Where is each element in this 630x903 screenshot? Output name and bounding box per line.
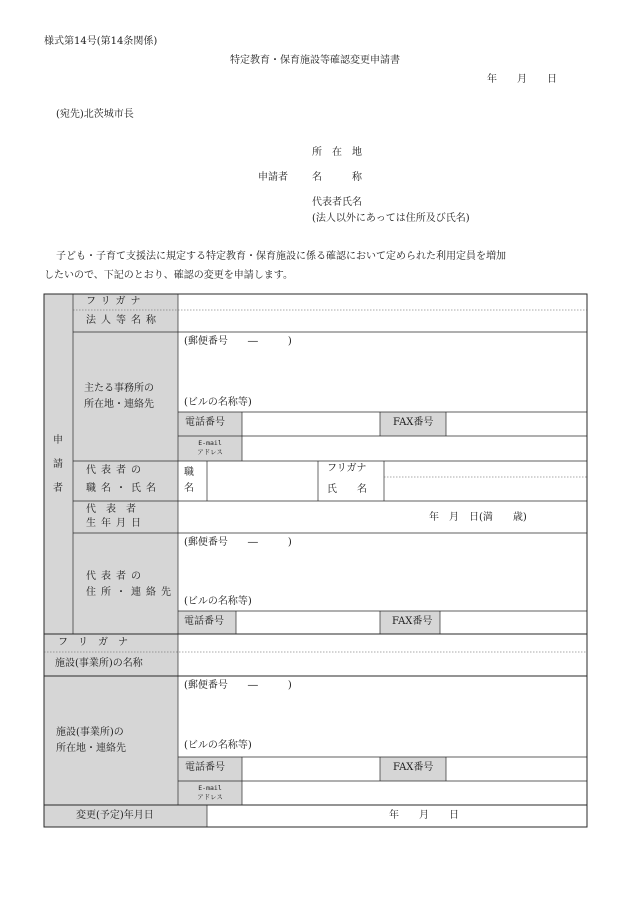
rep-postal: (郵便番号 ― ): [184, 537, 292, 548]
facility-phone-label: 電話番号: [185, 762, 225, 773]
rep-title-label-2: 職名・氏名: [86, 483, 161, 494]
facility-name-label: 施設(事業所)の名称: [55, 658, 143, 669]
office-label-2: 所在地・連絡先: [84, 399, 154, 410]
office-label-1: 主たる事務所の: [84, 383, 154, 394]
side-label-1: 申: [53, 435, 63, 446]
rep-fax-label: FAX番号: [392, 616, 433, 627]
facility-fax-label: FAX番号: [393, 762, 434, 773]
label-bg-facility-loc: [44, 676, 178, 805]
furigana-label: フリガナ: [86, 296, 146, 307]
office-email-label-2: アドレス: [197, 448, 223, 456]
facility-location-label-2: 所在地・連絡先: [56, 743, 126, 754]
facility-postal: (郵便番号 ― ): [184, 680, 292, 691]
side-label-3: 者: [53, 483, 63, 494]
form-number: 様式第14号(第14条関係): [44, 36, 158, 47]
office-fax-label: FAX番号: [393, 417, 434, 428]
label-bg-rep-addr: [73, 533, 178, 634]
facility-location-label-1: 施設(事業所)の: [56, 727, 124, 738]
office-building: (ビルの名称等): [184, 397, 252, 408]
rep-furigana-label: フリガナ: [327, 463, 367, 474]
addressee: (宛先)北茨城市長: [56, 109, 134, 120]
office-email-label-1: E-mail: [198, 439, 222, 447]
submission-date: 年 月 日: [487, 74, 557, 85]
change-date-value: 年 月 日: [389, 810, 459, 821]
rep-building: (ビルの名称等): [184, 596, 252, 607]
rep-phone-label: 電話番号: [184, 616, 224, 627]
body-text-line-1: 子ども・子育て支援法に規定する特定教育・保育施設に係る確認において定められた利用定員を増加: [56, 251, 506, 262]
corp-name-label: 法人等名称: [86, 315, 161, 326]
applicant-location-label: 所 在 地: [312, 147, 362, 158]
rep-address-label-2: 住所・連絡先: [86, 587, 176, 598]
representative-note: (法人以外にあっては住所及び氏名): [312, 213, 470, 224]
facility-furigana-label: フ リ ガ ナ: [58, 637, 128, 648]
dob-label-2: 生年月日: [86, 518, 146, 529]
facility-building: (ビルの名称等): [184, 740, 252, 751]
rep-shoku-1: 職: [184, 467, 194, 478]
dob-label-1: 代 表 者: [86, 504, 136, 515]
rep-shoku-2: 名: [184, 483, 194, 494]
rep-shimei-label: 氏 名: [327, 484, 367, 495]
change-date-label: 変更(予定)年月日: [76, 810, 154, 821]
rep-address-label-1: 代表者の: [86, 571, 146, 582]
document-title: 特定教育・保育施設等確認変更申請書: [230, 55, 400, 66]
office-postal: (郵便番号 ― ): [184, 336, 292, 347]
facility-email-label-2: アドレス: [197, 793, 223, 801]
rep-title-label-1: 代表者の: [86, 465, 146, 476]
applicant-label: 申請者: [258, 172, 288, 183]
representative-name-label: 代表者氏名: [312, 197, 362, 208]
office-phone-label: 電話番号: [185, 417, 225, 428]
side-label-2: 請: [53, 459, 63, 470]
label-bg-office: [73, 332, 178, 461]
facility-email-label-1: E-mail: [198, 784, 222, 792]
body-text-line-2: したいので、下記のとおり、確認の変更を申請します。: [44, 270, 293, 281]
applicant-name-label: 名 称: [312, 172, 362, 183]
dob-value: 年 月 日(満 歳): [429, 512, 527, 523]
